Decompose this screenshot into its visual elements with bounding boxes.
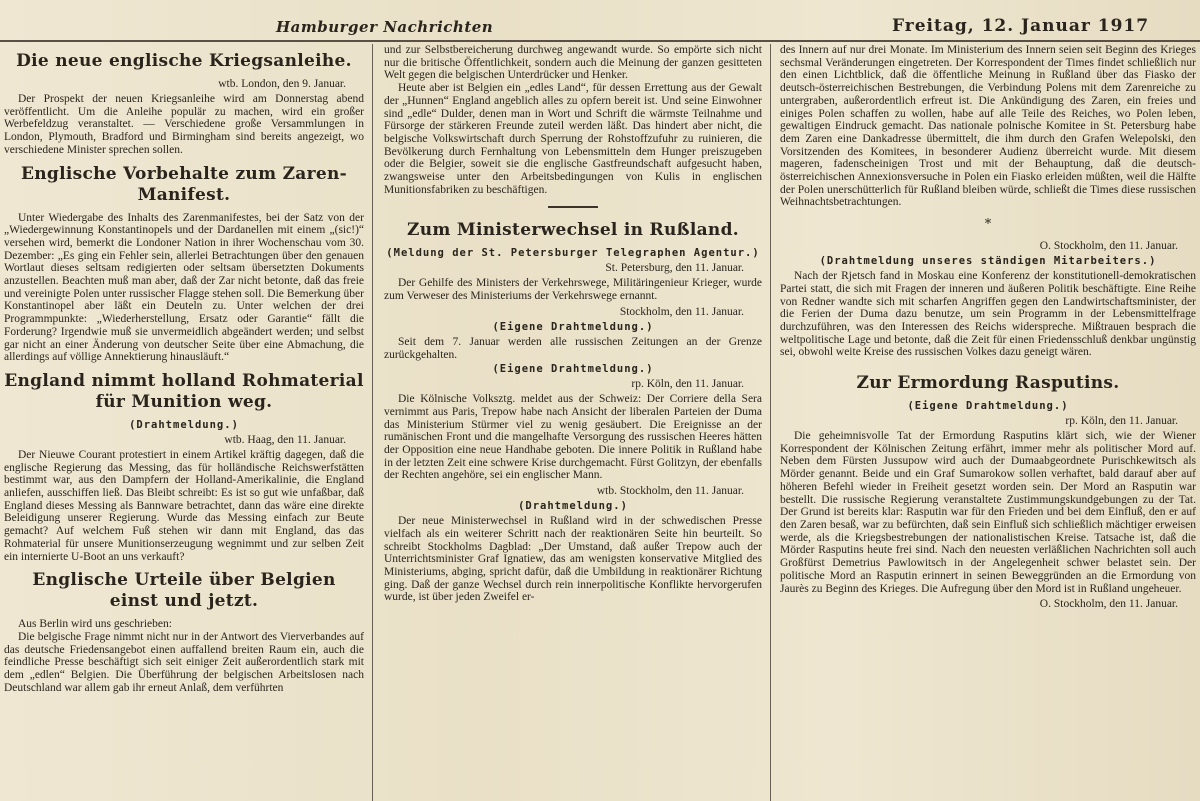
headline-belgien-line2: einst und jetzt. [109,591,259,612]
subheading: (Eigene Drahtmeldung.) [492,363,654,376]
headline-ministerwechsel: Zum Ministerwechsel in Rußland. [407,220,739,241]
issue-date: Freitag, 12. Januar 1917 [892,16,1150,36]
article-body: Unter Wiedergabe des Inhalts des Zarenmanifestes, bei der Satz von der „Wiedergewinnung Konstantinopels und der Dardanellen mit einem „(sic!)“ versehen wird, bemerkt die Londoner Nation in ihrer Wochenschau vom 30. Dezember: „Es ging ein Fehler sein, allerlei Betrachtungen über den genauen Wortlaut dieses seltsam redigierten oder seltsam übersetzten Dokuments anzustellen. Beachten muß man aber, daß der Zar nicht betonte, daß das freie und vereinigte Polen unter russischer Flagge stehen soll. Die Bemerkung über Konstantinopel aber läßt ein Deuteln zu. Unter welchen der drei Programmpunkte: „Wiederherstellung, Ersatz oder Garantie“ fällt die Forderung? Irgendwie muß sie unvermeidlich abgeändert werden; und selbst gar nicht an einer Änderung von deutscher Seite über eine Abmachung, die allerdings auf völlige Annektierung hinausläuft.“ [4,211,364,364]
subheading: (Meldung der St. Petersburger Telegraphen Agentur.) [386,247,760,260]
dateline: O. Stockholm, den 11. Januar. [1039,598,1178,611]
article-body: Der neue Ministerwechsel in Rußland wird in der schwedischen Presse vielfach als ein weiterer Schritt nach der reaktionären Seite hin beurteilt. So schreibt Stockholms Dagblad: „Der Umstand, daß außer Trepow auch der Unterrichtsminister Graf Ignatiew, das am wenigsten konservative Mitglied des Ministeriums, abging, spricht dafür, daß die Umbildung in reaktionärer Richtung ging. Daß der ganze Wechsel durch rein innerpolitische Konflikte hervorgerufen wurde, ist über jeden Zweifel er- [384,515,762,604]
subheading: (Drahtmeldung unseres ständigen Mitarbeiters.) [819,255,1157,268]
column-middle [380,44,766,801]
article-body: Der Prospekt der neuen Kriegsanleihe wird am Donnerstag abend veröffentlicht. Um die Anleihe populär zu machen, wird ein großer Werbefeldzug veranstaltet. — Verschiedene große Versammlungen in London, Plymouth, Bradford und Birmingham sind bereits angezeigt, wo verschiedene Minister sprechen sollen. [4,93,364,156]
article-body: Seit dem 7. Januar werden alle russischen Zeitungen an der Grenze zurückgehalten. [384,335,762,361]
dateline: rp. Köln, den 11. Januar. [631,378,744,391]
dateline: rp. Köln, den 11. Januar. [1065,415,1178,428]
dateline: wtb. Haag, den 11. Januar. [224,433,346,446]
dateline: Stockholm, den 11. Januar. [619,305,744,318]
section-divider [548,206,598,208]
subheading: (Drahtmeldung.) [518,500,628,513]
dateline: wtb. Stockholm, den 11. Januar. [596,485,744,498]
article-body: Die Kölnische Volksztg. meldet aus der Schweiz: Der Corriere della Sera vernimmt aus Paris, Trepow habe nach Ansicht der liberalen Parteien der Duma das Ministerium Stürmer viel zu wenig gesäubert. Die Ereignisse an der rumänischen Front und die mangelhafte Versorgung des russischen Heeres hätten der Opposition eine neue Handhabe geboten. Die innere Politik in Rußland habe in der letzten Zeit eine schwere Krise durchgemacht. Fürst Golitzyn, der ebenfalls der Rechten angehöre, sei ein englischer Mann. [384,393,762,482]
subheading: (Eigene Drahtmeldung.) [492,320,654,333]
column-rule [372,44,373,801]
headline-rohmaterial-line2: für Munition weg. [95,391,273,412]
headline-kriegsanleihe: Die neue englische Kriegsanleihe. [16,51,352,71]
subheading: (Eigene Drahtmeldung.) [907,400,1069,413]
column-left [0,44,368,801]
article-body: Die belgische Frage nimmt nicht nur in der Antwort des Vierverbandes auf das deutsche Friedensangebot einen auffallend breiten Raum ein, auch die feindliche Presse beschäftigt sich seit einiger Zeit außerordentlich stark mit dem „edlen“ Belgien. Die Überführung der belgischen Arbeitslosen nach Deutschland war allem gab ihr erneut Anlaß, dem verführten [4,630,364,694]
article-body: Der Nieuwe Courant protestiert in einem Artikel kräftig dagegen, daß die englische Regierung das Messing, das für holländische Reichswerfstätten bestimmt war, aus den Dampfern der Holland-Amerikalinie, die England anliefen, ausschiffen ließ. Das Bleibt schreibt: Es ist so gut wie unfaßbar, daß England dieses Messing als Bannware betrachtet, dann das wäre eine direkte Beleidigung unserer Regierung. Wurde das Messing einfach zur Beute gemacht? Auf welchem Fuß stehen wir dann mit England, das das Rohmaterial für unsere Munitionserzeugung wegnimmt und zur selben Zeit ein internierte U-Boot an uns verkauft? [4,448,364,563]
dateline: wtb. London, den 9. Januar. [218,78,346,90]
headline-rohmaterial-line1: England nimmt holland Rohmaterial [4,370,364,391]
dateline: O. Stockholm, den 11. Januar. [1039,240,1178,253]
column-rule [770,44,771,801]
subheading: (Drahtmeldung.) [129,418,239,431]
headline-rasputin: Zur Ermordung Rasputins. [856,373,1120,394]
newspaper-name: Hamburger Nachrichten [276,18,494,36]
article-lead: Aus Berlin wird uns geschrieben: [18,618,172,631]
dateline: St. Petersburg, den 11. Januar. [605,262,744,275]
headline-zarenmanifest: Englische Vorbehalte zum Zaren-Manifest. [20,163,348,205]
asterism: * [984,217,992,233]
article-body: Die geheimnisvolle Tat der Ermordung Rasputins klärt sich, wie der Wiener Korrespondent der Kölnischen Zeitung erfährt, immer mehr als politischer Mord auf. Neben dem Fürsten Jussupow wird auch der Dumaabgeordnete Purischkewitsch als Mörder genannt. Beide und ein Graf Sumarokow sollen verhaftet, bald darauf aber auf höheren Befehl wieder in Freiheit gesetzt worden sein. Der Mord an Rasputin war bestellt. Die russische Regierung veranstaltete Zustimmungskundgebungen zu der Tat. Der Grund ist bereits klar: Rasputin war für den Frieden und bei dem Einfluß, den er auf den Zaren besaß, war zu befürchten, daß sein Einfluß sich schließlich mächtiger erweisen werde, als die Kriegsbestrebungen der nationalistischen Kreise. Tatsache ist, daß die Mörder Rasputins heute frei sind. Nach den neuesten verläßlichen Nachrichten soll auch Großfürst Demetrius Pawlowitsch in der Angelegenheit schwer belastet sein. Der politische Mord an Rasputin erinnert in seinen Beweggründen an die Ermordung von Jaurès zu Beginn des Krieges. Die Aufregung über den Mord ist in Rußland ungeheuer. [780,430,1196,595]
masthead [0,0,1200,42]
article-body: Der Gehilfe des Ministers der Verkehrswege, Militäringenieur Krieger, wurde zum Verweser des Ministeriums der Verkehrswege ernannt. [384,277,762,303]
column-right [776,44,1200,801]
article-body-continued: des Innern auf nur drei Monate. Im Ministerium des Innern seien seit Beginn des Krieges sechsmal Veränderungen eingetreten. Der Korrespondent der Times findet schließlich nur den einen Lichtblick, daß die öffentliche Meinung in Rußland über das Fiasko der deutsch-österreichischen Bestrebungen, die Verbindung Polens mit dem Zarenreiche zu untergraben, außerordentlich erfreut ist. Die Ankündigung des Zaren, ein freies und einiges Polen schaffen zu wollen, habe auf alle Teile des Reiches, wo Polen leben, gewaltigen Eindruck gemacht. Das nationale polnische Komitee in St. Petersburg habe dem Zaren eine Dankadresse übermittelt, die ihm durch den Grafen Welepolski, den Vorsitzenden des Komitees, in besonderer Audienz überreicht wurde. Mit diesem mageren, fadenscheinigen Trost und mit der Behauptung, daß die deutsch-österreichischen Annexionsversuche in Polen ein Fiasko erleiden müßten, weil die Hälfte der Polen unerschütterlich für Rußland bleiben würde, schließt die Times diese russischen Weihnachtsbetrachtungen. [780,44,1196,209]
article-body-continued: und zur Selbstbereicherung durchweg angewandt wurde. So empörte sich nicht nur die britische Öffentlichkeit, sondern auch die Meinung der ganzen gesitteten Welt gegen die belgischen Unterdrücker und Henker. [384,44,762,82]
article-body: Heute aber ist Belgien ein „edles Land“, für dessen Errettung aus der Gewalt der „Hunnen“ England angeblich alles zu opfern bereit ist. Und seine Einwohner sind „edle“ Dulder, denen man in Wort und Schrift die wärmste Teilnahme und Fürsorge der stärkeren Freunde zuteil werden läßt. Das hindert aber nicht, die belgische Volkswirtschaft durch Sperrung der Rohstoffzufuhr zu ruinieren, die Bevölkerung durch Fernhaltung von Lebensmitteln dem Hunger preiszugeben oder die Belgier, soweit sie die englische Gastfreundschaft aufgesucht haben, zwangsweise unter den Arbeitsbedingungen von Kulis in englischen Munitionsfabriken zu beschäftigen. [380,82,766,196]
article-body: Nach der Rjetsch fand in Moskau eine Konferenz der konstitutionell-demokratischen Partei statt, die sich mit Fragen der inneren und äußeren Politik beschäftigte. Eine Reihe von Redner wandte sich mit scharfen Angriffen gegen den Landwirtschaftsminister, der die Ferien der Duma dazu benutze, um sein Programm in der Lebensmittelfrage durchzuführen, was den Interessen des Reichs widerspreche. Mißtrauen besprach die weltpolitische Lage und betonte, daß die Zeit für einen Friedensschluß denkbar ungünstig sei, obwohl weite Kreise des russischen Volkes dazu geneigt wären. [780,270,1196,359]
headline-belgien-line1: Englische Urteile über Belgien [32,570,336,591]
